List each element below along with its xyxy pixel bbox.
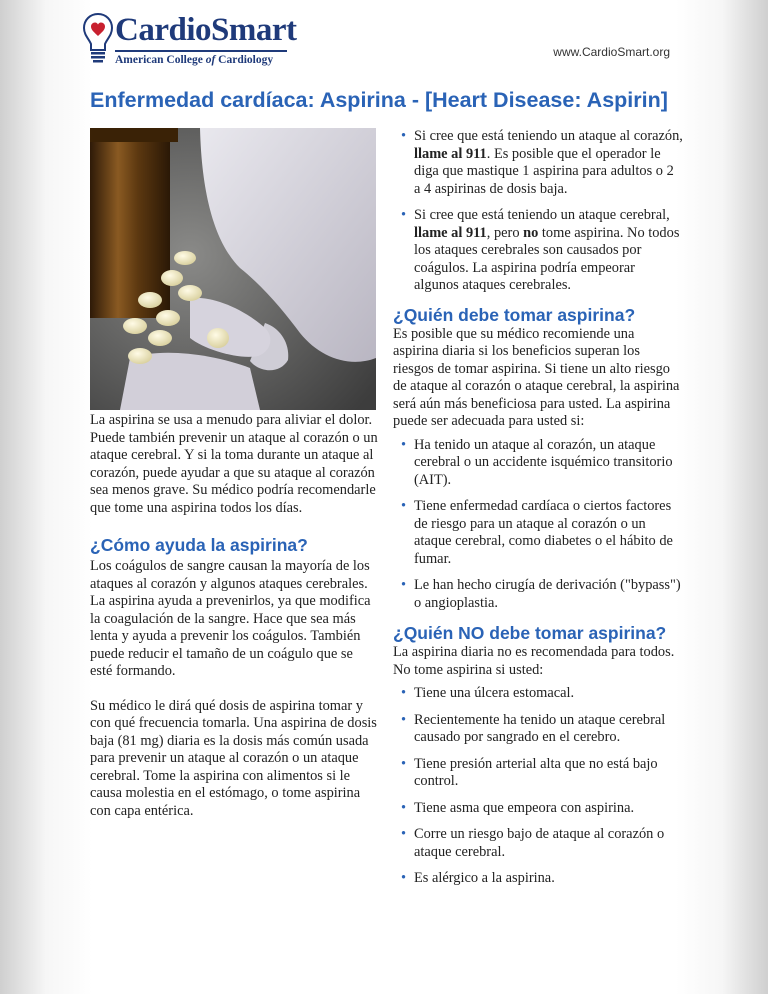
list-item: • Tiene una úlcera estomacal. [401,685,575,701]
page-title: Enfermedad cardíaca: Aspirina - [Heart Disease: Aspirin] [90,88,668,112]
left-column [90,412,378,837]
right-column [393,128,683,897]
who-not-intro: La aspirina diaria no es recomendada para todos. No tome aspirina si usted: [393,644,675,678]
aspirin-photo [90,128,376,410]
list-item: • Recientemente ha tenido un ataque cerebral causado por sangrado en el cerebro. [401,711,666,745]
list-item: • Tiene asma que empeora con aspirina. [401,799,635,816]
logo-subtitle: American College of Cardiology [115,54,274,66]
who-should-list [393,437,683,613]
list-item: • Tiene enfermedad cardíaca o ciertos factores de riesgo para un ataque al corazón o un ataque cerebral, como diabetes o el hábito de fumar. [401,498,673,567]
who-should-intro: Es posible que su médico recomiende una aspirina diaria si los beneficios superan los riesgos de tomar aspirina. Si tiene un alto riesgo de ataque al corazón o ataque cerebral, la aspirina será aún más beneficiosa para usted. La aspirina puede ser adecuada para usted si: [393,325,680,429]
cardiosmart-logo [82,10,297,70]
logo-divider [115,50,287,52]
list-item: • Ha tenido un ataque al corazón, un ataque cerebral o un accidente isquémico transitorio (AIT). [401,436,673,488]
heart-bulb-icon [82,10,114,68]
intro-paragraph: La aspirina se usa a menudo para aliviar el dolor. Puede también prevenir un ataque al corazón o un ataque cerebral. Y si la toma durante un ataque al corazón, puede ayudar a que su ataque al corazón sea menos grave. Su médico podría recomendarle que tome una aspirina todos los días. [90,412,378,516]
how-it-helps-paragraph: Los coágulos de sangre causan la mayoría de los ataques al corazón y algunos ataques cerebrales. La aspirina ayuda a prevenirlos, ya que modifica la coagulación de la sangre. Hace que sea más lenta y ayuda a prevenir los coágulos. También puede reducir el tamaño de un coágulo que se esté formando. [90,558,371,679]
list-item: • Si cree que está teniendo un ataque al corazón, llame al 911. Es posible que el operador le diga que mastique 1 aspirina para adultos o 2 a 4 aspirinas de dosis baja. [401,128,683,197]
how-it-helps-heading: ¿Cómo ayuda la aspirina? [90,535,308,555]
who-should-heading: ¿Quién debe tomar aspirina? [393,304,636,325]
who-not-heading: ¿Quién NO debe tomar aspirina? [393,623,667,643]
logo-brand-name: CardioSmart [115,12,297,48]
list-item: • Es alérgico a la aspirina. [401,870,555,886]
emergency-list [393,128,683,295]
list-item: • Si cree que está teniendo un ataque cerebral, llame al 911, pero no tome aspirina. No todos los ataques cerebrales son causados por coágulos. La aspirina podría empeorar algunos ataques cerebrales. [401,207,680,293]
list-item: • Corre un riesgo bajo de ataque al corazón o ataque cerebral. [401,826,665,860]
site-url[interactable]: www.CardioSmart.org [553,45,670,59]
list-item: • Le han hecho cirugía de derivación ("bypass") o angioplastia. [401,577,681,611]
list-item: • Tiene presión arterial alta que no está bajo control. [401,755,658,789]
dosage-paragraph: Su médico le dirá qué dosis de aspirina tomar y con qué frecuencia tomarla. Una aspirina de dosis baja (81 mg) diaria es la dosis más común usada para prevenir un ataque al corazón o un ataque cerebral. Tome la aspirina con alimentos si le causa molestia en el estómago, o tome aspirina con capa entérica. [90,697,377,819]
who-not-list [393,685,683,888]
